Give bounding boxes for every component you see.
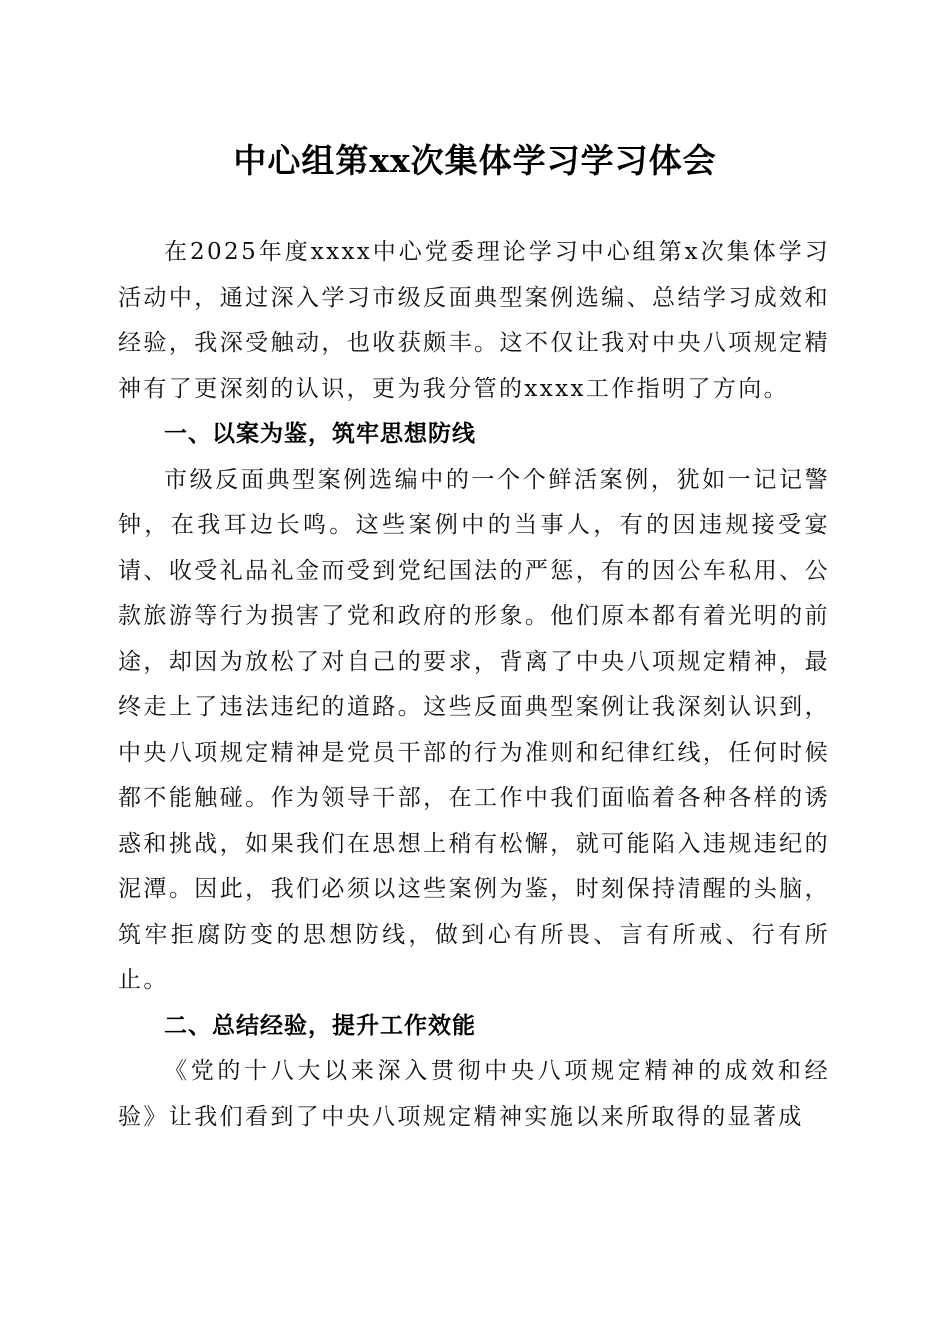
intro-paragraph: 在2025年度xxxx中心党委理论学习中心组第x次集体学习活动中，通过深入学习市级反面典型案例选编、总结学习成效和经验，我深受触动，也收获颇丰。这不仅让我对中央八项规定精神有了更深刻的认识，更为我分管的xxxx工作指明了方向。 (118, 239, 830, 402)
document-body (118, 230, 830, 1140)
section-heading-2: 二、总结经验，提升工作效能 (164, 1012, 476, 1039)
document-title: 中心组第xx次集体学习学习体会 (233, 141, 717, 180)
section-heading-1: 一、以案为鉴，筑牢思想防线 (164, 421, 476, 447)
section-1-paragraph: 市级反面典型案例选编中的一个个鲜活案例，犹如一记记警钟，在我耳边长鸣。这些案例中的当事人，有的因违规接受宴请、收受礼品礼金而受到党纪国法的严惩，有的因公车私用、公款旅游等行为损害了党和政府的形象。他们原本都有着光明的前途，却因为放松了对自己的要求，背离了中央八项规定精神，最终走上了违法违纪的道路。这些反面典型案例让我深刻认识到，中央八项规定精神是党员干部的行为准则和纪律红线，任何时候都不能触碰。作为领导干部，在工作中我们面临着各种各样的诱惑和挑战，如果我们在思想上稍有松懈，就可能陷入违规违纪的泥潭。因此，我们必须以这些案例为鉴，时刻保持清醒的头脑，筑牢拒腐防变的思想防线，做到心有所畏、言有所戒、行有所止。 (118, 466, 830, 993)
section-2-paragraph: 《党的十八大以来深入贯彻中央八项规定精神的成效和经验》让我们看到了中央八项规定精神实施以来所取得的显著成 (118, 1058, 830, 1130)
